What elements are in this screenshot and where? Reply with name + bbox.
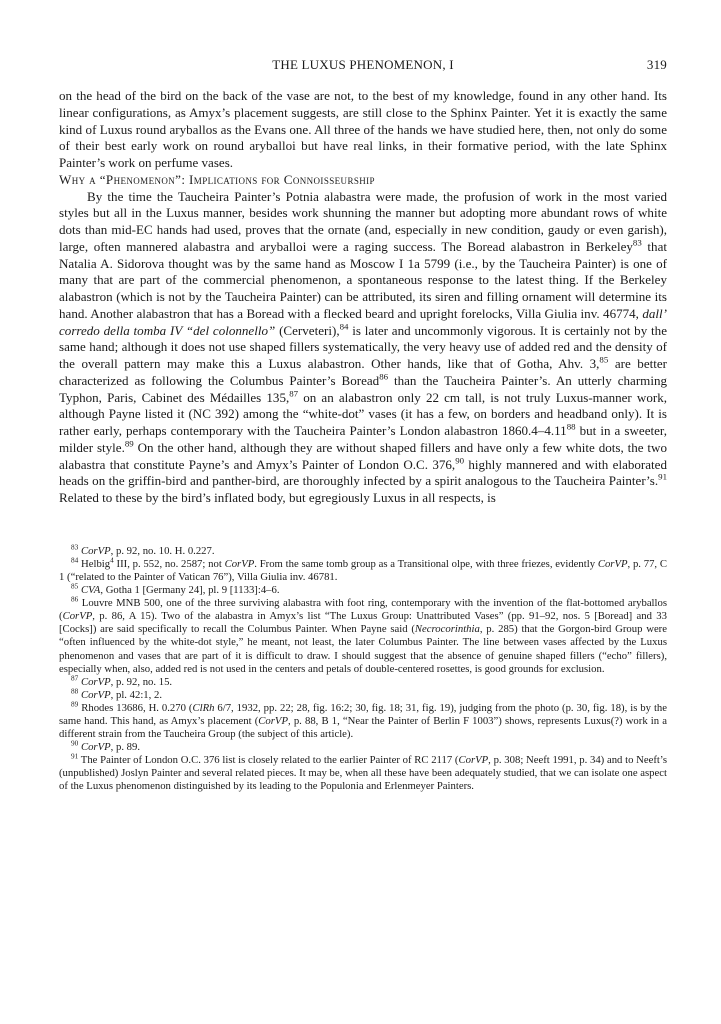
text-run: , p. 89. — [110, 741, 141, 754]
text-run: is later and uncommonly vigorous. It is certainly not by the same hand; although it does not use shaped fillers systematically, the very heavy use of added red and the density of the overall pattern may make this a Luxus alabastron. Other hands, like that of Gotha, Ahv. 3, — [59, 322, 667, 371]
footnote-ref-89[interactable]: 89 — [124, 438, 134, 449]
text-run: , p. 308; Neeft 1991, p. 34) and to Neeft’s (unpublished) Joslyn Painter and several related pieces. It may be, when all these have been adequately studied, that we can isolate one aspect of the Luxus phenomenon distinguished by its leading to the Populonia and Erlenmeyer Painters. — [59, 754, 667, 793]
footnote-ref-90[interactable]: 90 — [455, 455, 465, 466]
footnote-ref-84[interactable]: 84 — [339, 321, 349, 332]
text-run: , p. 77, C 1 (“related to the Painter of Vatican 76”), Villa Giulia inv. 46781. — [59, 557, 667, 583]
page — [59, 57, 667, 794]
italic-text-run: CorVP — [258, 714, 288, 727]
text-run: On the other hand, although they are without shaped fillers and have only a few white dots, the two alabastra that constitute Payne’s and Amyx’s Painter of London O.C. 376, — [59, 439, 667, 472]
paragraph-2 — [59, 189, 667, 507]
text-run: , Gotha 1 [Germany 24], pl. 9 [1133]:4–6. — [100, 584, 280, 597]
footnote-84 — [59, 558, 667, 584]
footnote-ref-83[interactable]: 83 — [632, 237, 642, 248]
italic-text-run: Necrocorinthia — [414, 623, 480, 636]
italic-text-run: CorVP — [458, 754, 489, 767]
italic-text-run: CorVP — [80, 688, 111, 701]
footnote-number: 91 — [71, 752, 79, 761]
italic-text-run: CorVP — [80, 675, 111, 688]
text-run: Helbig — [78, 557, 111, 570]
text-run: . From the same tomb group as a Transitional olpe, with three friezes, evidently — [254, 557, 598, 570]
footnote-88 — [59, 689, 667, 702]
footnote-ref-87[interactable]: 87 — [289, 388, 299, 399]
footnote-87 — [59, 676, 667, 689]
text-run: but in a sweeter, milder style. — [59, 423, 667, 455]
text-run: (Cerveteri), — [275, 322, 340, 338]
text-run: than the Taucheira Painter’s. An utterly charming Typhon, Paris, Cabinet des Médailles 135, — [59, 372, 667, 405]
footnote-number: 89 — [71, 700, 79, 709]
footnote-number: 83 — [71, 543, 79, 552]
text-run: The Painter of London O.C. 376 list is closely related to the earlier Painter of RC 2117 ( — [78, 754, 459, 767]
text-run: on an alabastron only 22 cm tall, is not truly Luxus-manner work, although Payne listed it (NC 392) among the “white-dot” vases (it has a few, on borders and headband only). It is rather early, perhaps contemporary with the Taucheira Painter’s London alabastron 1860.4–4.11 — [59, 389, 667, 438]
text-run: that Natalia A. Sidorova thought was by the same hand as Moscow I 1a 5799 (i.e., by the Taucheira Painter) is one of many that are part of the commercial phenomenon, a spontaneous response to the latest thing. If the Berkeley alabastron (which is not by the Taucheira Painter) can be attributed, its siren and filling ornament will determine its hand. Another alabastron that has a Boread with a flecked beard and upright forelocks, Villa Giulia inv. 46774, — [59, 238, 667, 321]
footnote-85 — [59, 584, 667, 597]
footnote-number: 85 — [71, 582, 79, 591]
footnote-ref-91[interactable]: 91 — [658, 471, 667, 482]
text-run: , p. 92, no. 10. H. 0.227. — [110, 544, 215, 557]
footnote-90 — [59, 741, 667, 754]
text-run: highly mannered and with elaborated heads on the griffin-bird and panther-bird, are thoroughly infected by a spirit analogous to the Taucheira Painter’s. — [59, 456, 667, 489]
footnote-number: 90 — [71, 739, 79, 748]
text-run: , p. 285) that the Gorgon-bird Group were “often influenced by the white-dot style,” he meant, not least, the later Columbus Painter. The line between vases affected by the Luxus phenomenon and vases that are part of it is difficult to draw. I should suggest that the absence of genuine shaped fillers (“echo” fillers), especially when, also, added red is not used in the centers and petals of double-centered rosettes, is good grounds for exclusion. — [59, 623, 667, 675]
footnotes — [59, 545, 667, 794]
text-run: Related to these by the bird’s inflated body, but egregiously Luxus in all respects, is — [59, 490, 496, 505]
footnote-number: 86 — [71, 595, 79, 604]
italic-text-run: CorVP — [80, 544, 111, 557]
body-text — [59, 88, 667, 507]
text-run: are better characterized as following the Columbus Painter’s Boread — [59, 356, 667, 388]
superscript: 4 — [110, 556, 114, 565]
text-run: By the time the Taucheira Painter’s Potnia alabastra were made, the profusion of work in the most varied styles but all in the Luxus manner, besides work shunning the manner but adopting more abundant rows of white dots than mid-EC hands had used, proves that the ornate (and, especially in new condition, gaudy or even garish), large, often mannered alabastra and aryballoi were a raging success. The Boread alabastron in Berkeley — [59, 188, 667, 254]
footnote-91 — [59, 754, 667, 793]
italic-text-run: dall’ corredo della tomba IV “del colonnello” — [59, 305, 667, 338]
text-run: , p. 86, A 15). Two of the alabastra in Amyx’s list “The Luxus Group: Unattributed Vases” (pp. 91–92, nos. 5 [Boread] and 33 [Cocks]) are said specifically to recall the Columbus Painter. When Payne said ( — [59, 610, 667, 636]
footnote-89 — [59, 702, 667, 741]
text-run: Louvre MNB 500, one of the three surviving alabastra with foot ring, contemporary with the invention of the flat-bottomed aryballos ( — [59, 597, 667, 623]
footnote-ref-85[interactable]: 85 — [599, 354, 609, 365]
footnote-number: 88 — [71, 687, 79, 696]
text-run: III, p. 552, no. 2587; not — [113, 557, 225, 570]
italic-text-run: CorVP — [80, 741, 111, 754]
footnote-86 — [59, 597, 667, 676]
footnote-ref-86[interactable]: 86 — [379, 371, 389, 382]
running-head — [59, 57, 667, 77]
italic-text-run: CorVP — [597, 557, 628, 570]
italic-text-run: CorVP — [62, 610, 93, 623]
text-run: , p. 92, no. 15. — [110, 675, 173, 688]
text-run: Rhodes 13686, H. 0.270 ( — [78, 701, 193, 714]
text-run: 6/7, 1932, pp. 22; 28, fig. 16:2; 30, fig. 18; 31, fig. 19), judging from the photo (p. 30, fig. 18), is by the same hand. This hand, as Amyx’s placement ( — [59, 701, 667, 727]
footnote-number: 87 — [71, 674, 79, 683]
text-run: , p. 88, B 1, “Near the Painter of Berlin F 1003”) shows, represents Luxus(?) work in a different strain from the Taucheira Group (the subject of this article). — [59, 714, 668, 741]
running-head-title: THE LUXUS PHENOMENON, I — [272, 57, 454, 72]
italic-text-run: CVA — [80, 584, 101, 597]
text-run: , pl. 42:1, 2. — [110, 688, 163, 701]
page-number: 319 — [646, 57, 667, 72]
footnote-number: 84 — [71, 556, 79, 565]
footnote-ref-88[interactable]: 88 — [566, 421, 576, 432]
footnote-83 — [59, 545, 667, 558]
paragraph-1: on the head of the bird on the back of the vase are not, to the best of my knowledge, found in any other hand. Its linear configurations, as Amyx’s placement suggests, are still close to the Sphinx Painter. Yet it is exactly the same kind of Luxus round aryballos as the Evans one. All three of the hands we have studied here, then, not only do some of their best early work on round aryballoi but have real links, in their formative period, with the late Sphinx Painter’s work on perfume vases. — [59, 88, 667, 170]
section-heading: Why a “Phenomenon”: Implications for Connoisseurship — [59, 171, 375, 187]
italic-text-run: CorVP — [224, 557, 255, 570]
italic-text-run: ClRh — [192, 701, 215, 714]
